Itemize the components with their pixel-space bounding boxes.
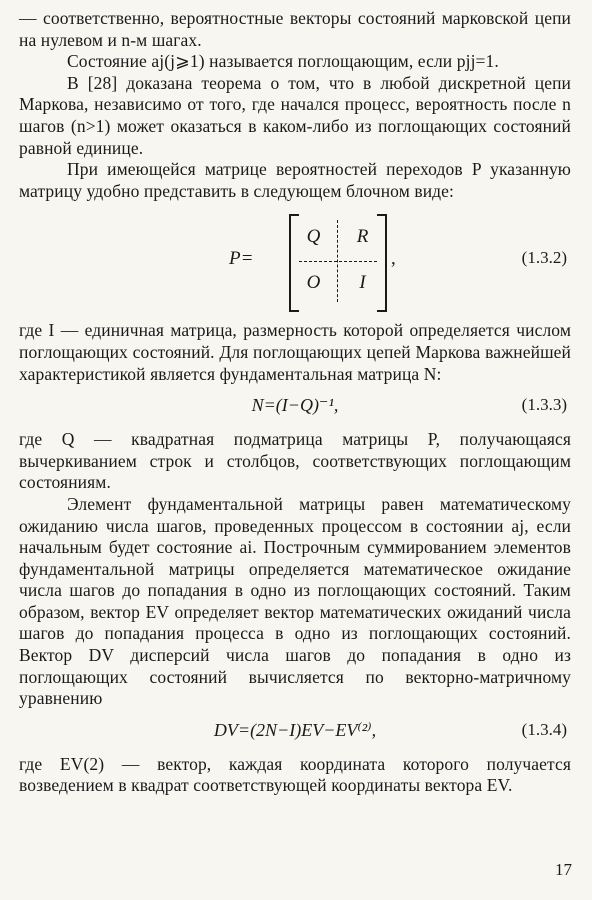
equation-number: (1.3.3) — [521, 395, 567, 415]
matrix-horizontal-divider — [299, 261, 377, 262]
matrix-lhs: P= — [229, 248, 254, 270]
paragraph-3: В [28] доказана теорема о том, что в любой дискретной цепи Маркова, независимо от того, где начался процесс, вероятность после n шагов (n>1) может оказаться в каком-либо из поглощающих состояний равной единице. — [19, 72, 571, 158]
equation-body: N=(I−Q)⁻¹, — [251, 395, 339, 416]
equation-1-3-4 — [19, 710, 571, 754]
paragraph-1: — соответственно, вероятностные векторы состояний марковской цепи на нулевом и n-м шагах. — [19, 8, 571, 50]
paragraph-8: где EV(2) — вектор, каждая координата которого получается возведением в квадрат соответствующей координаты вектора EV. — [19, 753, 571, 796]
block-matrix — [289, 214, 387, 308]
equation-body: DV=(2N−I)EV−EV⁽²⁾, — [213, 719, 377, 740]
matrix-cell-q: Q — [306, 226, 321, 248]
equation-1-3-2 — [19, 202, 571, 320]
matrix-trailing-comma: , — [391, 248, 396, 270]
matrix-cell-o: O — [306, 272, 321, 294]
paragraph-6: где Q — квадратная подматрица матрицы P, получающаяся вычеркиванием строк и столбцов, соответствующих поглощающим состояниям. — [19, 429, 571, 493]
equation-number: (1.3.4) — [521, 719, 567, 739]
paragraph-2: Состояние aj(j⩾1) называется поглощающим, если pjj=1. — [67, 51, 499, 72]
equation-number: (1.3.2) — [521, 248, 567, 268]
document-page — [19, 8, 571, 797]
paragraph-4: При имеющейся матрице вероятностей переходов P указанную матрицу удобно представить в следующем блочном виде: — [19, 159, 571, 201]
paragraph-5: где I — единичная матрица, размерность которой определяется числом поглощающих состояний. Для поглощающих цепей Маркова важнейшей характеристикой является фундаментальная матрица N: — [19, 320, 571, 384]
matrix-cell-r: R — [356, 226, 369, 248]
page-number: 17 — [555, 860, 572, 879]
paragraph-7: Элемент фундаментальной матрицы равен математическому ожиданию числа шагов, проведенных процессом в состоянии aj, если начальным будет состояние ai. Построчным суммированием элементов фундаментальной матрицы определяется математическое ожидание числа шагов до попадания в одно из поглощающих состояний. Таким образом, вектор EV определяет вектор математических ожиданий числа шагов до попадания процесса в одно из поглощающих состояний. Вектор DV дисперсий числа шагов до попадания в одно из поглощающих состояний вычисляется по векторно-матричному уравнению — [19, 493, 571, 709]
equation-1-3-3 — [19, 385, 571, 429]
matrix-cell-i: I — [359, 272, 366, 294]
